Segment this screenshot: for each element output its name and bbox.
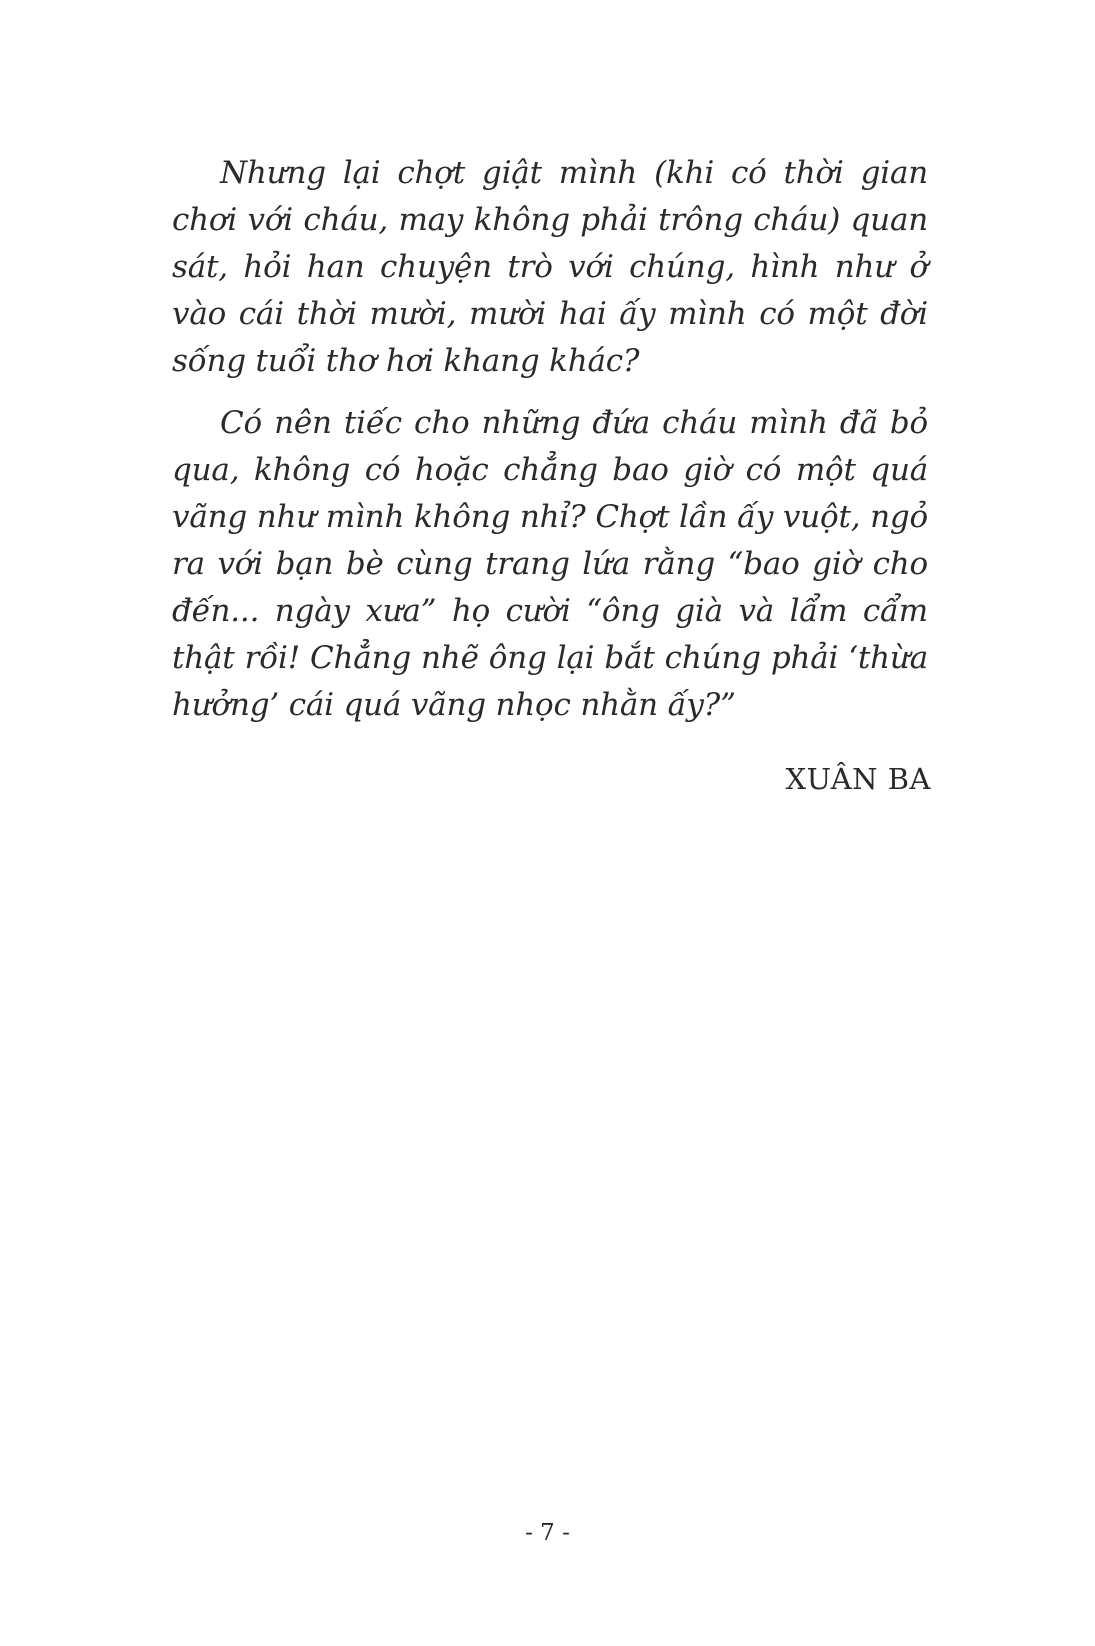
paragraph-2: Có nên tiếc cho những đứa cháu mình đã bỏ qua, không có hoặc chẳng bao giờ có một quá vãng như mình không nhỉ? Chợt lần ấy vuột, ngỏ ra với bạn bè cùng trang lứa rằng “bao giờ cho đến... ngày xưa” họ cười “ông già và lẩm cẩm thật rồi! Chẳng nhẽ ông lại bắt chúng phải ‘thừa hưởng’ cái quá vãng nhọc nhằn ấy?” [172,405,928,723]
page-number: - 7 - [525,1520,570,1546]
paragraph-1: Nhưng lại chợt giật mình (khi có thời gian chơi với cháu, may không phải trông cháu) quan sát, hỏi han chuyện trò với chúng, hình như ở vào cái thời mười, mười hai ấy mình có một đời sống tuổi thơ hơi khang khác? [172,155,928,379]
body-text [172,150,928,723]
author-signature: XUÂN BA [785,762,931,796]
